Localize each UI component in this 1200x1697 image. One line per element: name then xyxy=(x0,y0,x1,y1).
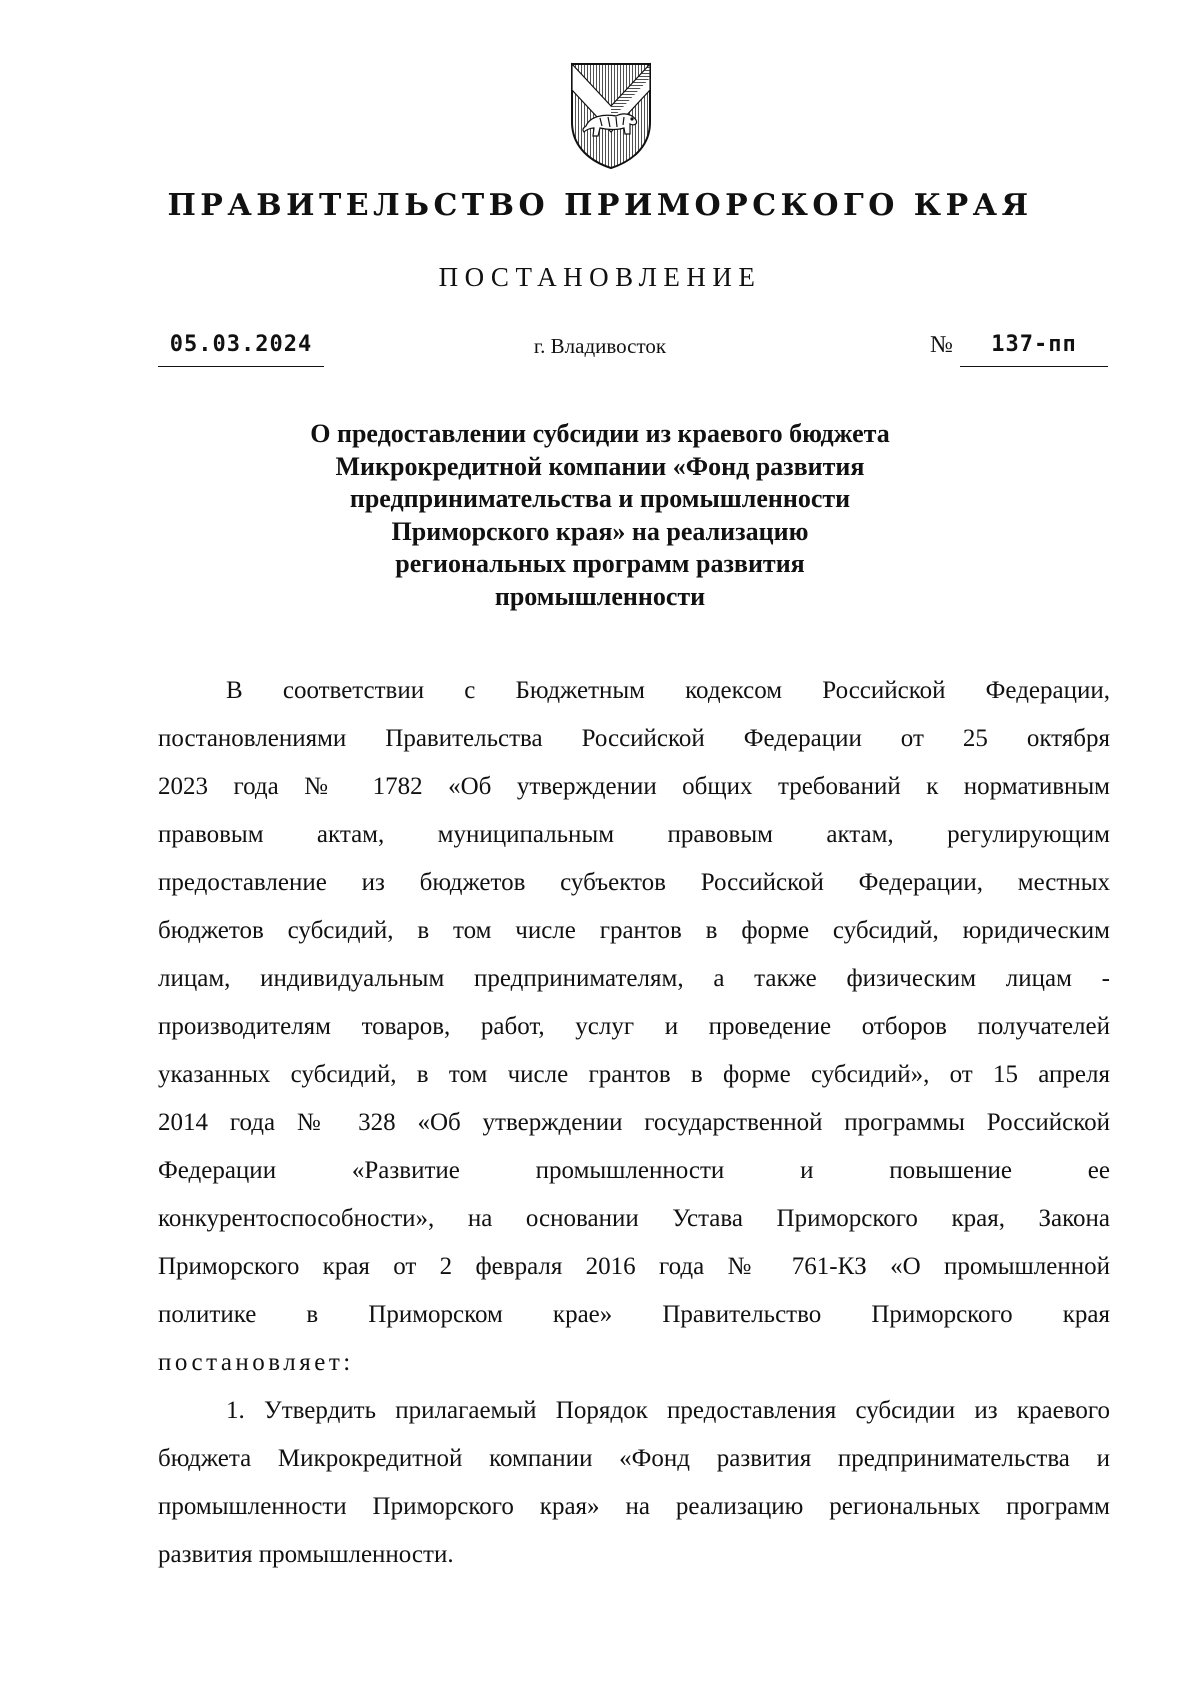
preamble-line: бюджетов субсидий, в том числе грантов в форме субсидий, юридическим xyxy=(158,917,1110,944)
preamble-line: 2023 года № 1782 «Об утверждении общих требований к нормативным xyxy=(158,773,1110,800)
document-city: г. Владивосток xyxy=(533,334,667,358)
document-number: 137-пп xyxy=(991,332,1077,357)
preamble-line: постановлениями Правительства Российской Федерации от 25 октября xyxy=(158,725,1110,752)
preamble-line: Федерации «Развитие промышленности и повышение ее xyxy=(158,1157,1110,1184)
number-sign: № xyxy=(930,332,953,358)
coat-of-arms-icon xyxy=(568,60,654,172)
item-line: бюджета Микрокредитной компании «Фонд развития предпринимательства и xyxy=(158,1445,1110,1472)
document-date: 05.03.2024 xyxy=(169,332,313,357)
preamble-line: правовым актам, муниципальным правовым актам, регулирующим xyxy=(158,821,1110,848)
heading-line: промышленности xyxy=(494,581,706,611)
item-line: промышленности Приморского края» на реализацию региональных программ xyxy=(158,1493,1110,1520)
heading-line: О предоставлении субсидии из краевого бюджета xyxy=(310,419,890,448)
organization-title: ПРАВИТЕЛЬСТВО ПРИМОРСКОГО КРАЯ xyxy=(167,188,1033,223)
resolution-word: постановляет: xyxy=(158,1349,354,1376)
document-type: ПОСТАНОВЛЕНИЕ xyxy=(438,262,762,292)
document-heading xyxy=(200,418,1000,613)
document-number-field xyxy=(930,330,1110,366)
item-1-paragraph xyxy=(158,1387,1110,1579)
preamble-line: лицам, индивидуальным предпринимателям, а также физическим лицам - xyxy=(158,965,1110,992)
item-line: 1. Утвердить прилагаемый Порядок предоставления субсидии из краевого xyxy=(226,1397,1110,1424)
preamble-line: 2014 года № 328 «Об утверждении государственной программы Российской xyxy=(158,1109,1110,1136)
preamble-line: политике в Приморском крае» Правительство Приморского края xyxy=(158,1301,1110,1328)
preamble-line: конкурентоспособности», на основании Устава Приморского края, Закона xyxy=(158,1205,1110,1232)
preamble-line: Приморского края от 2 февраля 2016 года № 761-КЗ «О промышленной xyxy=(158,1253,1110,1280)
heading-line: региональных программ развития xyxy=(395,549,805,578)
preamble-paragraph xyxy=(158,667,1110,1387)
preamble-line: В соответствии с Бюджетным кодексом Российской Федерации, xyxy=(226,677,1110,704)
document-number-underline xyxy=(960,330,1108,367)
heading-line: Микрокредитной компании «Фонд развития xyxy=(335,451,865,481)
preamble-line: предоставление из бюджетов субъектов Российской Федерации, местных xyxy=(158,869,1110,896)
preamble-line: указанных субсидий, в том числе грантов в форме субсидий», от 15 апреля xyxy=(158,1061,1110,1088)
heading-line: Приморского края» на реализацию xyxy=(391,516,809,546)
document-body xyxy=(158,667,1110,1579)
heading-line: предпринимательства и промышленности xyxy=(349,484,851,513)
preamble-line: производителям товаров, работ, услуг и проведение отборов получателей xyxy=(158,1013,1110,1040)
item-line: развития промышленности. xyxy=(158,1541,454,1568)
